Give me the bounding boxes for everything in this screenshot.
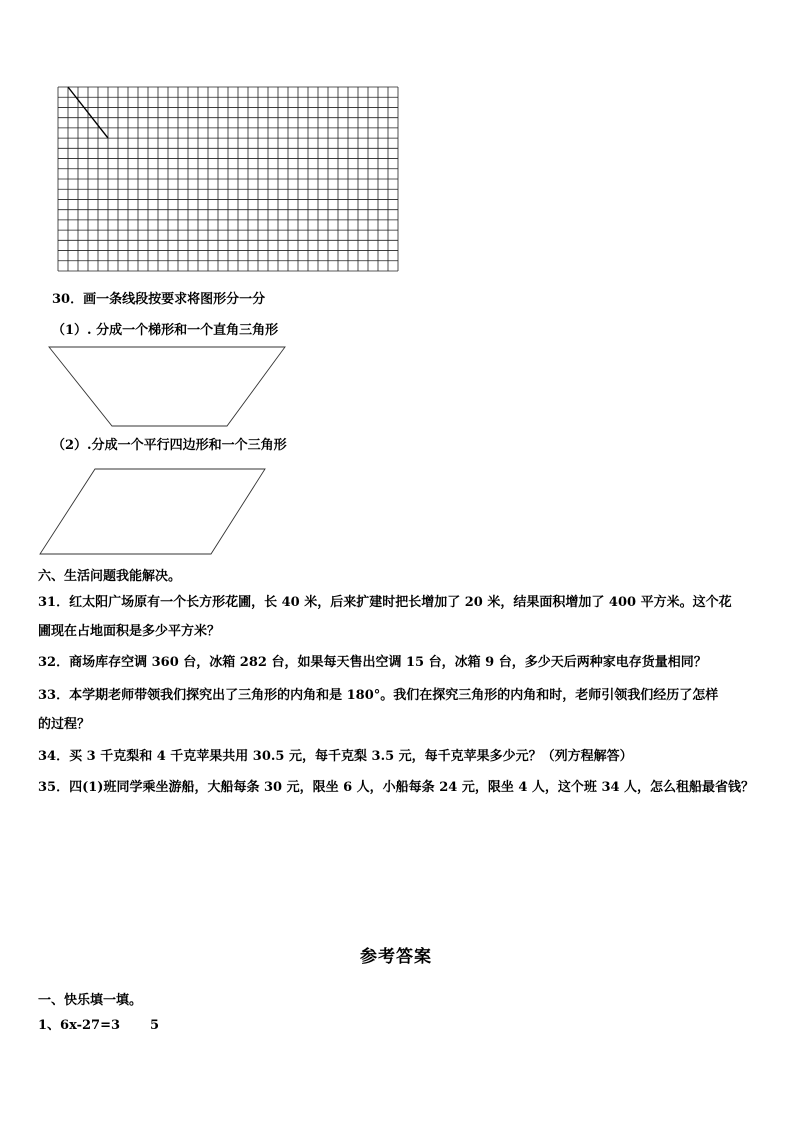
answer-1-label: 1、 [38, 1018, 61, 1033]
section6-title: 六、生活问题我能解决。 [38, 569, 182, 584]
q32: 32．商场库存空调 360 台，冰箱 282 台，如果每天售出空调 15 台，冰箱 9 台，多少天后两种家电存货量相同？ [38, 655, 707, 670]
q31-line2: 圃现在占地面积是多少平方米？ [38, 624, 221, 639]
answer-1-equation: 6x-27=3 [60, 1018, 121, 1033]
answer-1-result: 5 [150, 1018, 160, 1033]
q33-line1: 33．本学期老师带领我们探究出了三角形的内角和是 180°。我们在探究三角形的内角和时，老师引领我们经历了怎样 [38, 688, 719, 703]
q31-line1: 31．红太阳广场原有一个长方形花圃，长 40 米，后来扩建时把长增加了 20 米，结果面积增加了 400 平方米。这个花 [38, 595, 732, 610]
q35: 35．四(1)班同学乘坐游船，大船每条 30 元，限坐 6 人，小船每条 24 元，限坐 4 人，这个班 34 人，怎么租船最省钱？ [38, 780, 755, 795]
answers-section1: 一、快乐填一填。 [38, 993, 143, 1008]
q30-part1: （1）. 分成一个梯形和一个直角三角形 [52, 323, 279, 338]
answers-title: 参考答案 [360, 947, 432, 967]
q34: 34．买 3 千克梨和 4 千克苹果共用 30.5 元，每千克梨 3.5 元，每千克苹果多少元？（列方程解答） [38, 749, 633, 764]
q33-line2: 的过程？ [38, 717, 91, 732]
q30-title: 30．画一条线段按要求将图形分一分 [52, 292, 266, 307]
q30-part2: （2）.分成一个平行四边形和一个三角形 [52, 438, 287, 453]
answer-1 [38, 1017, 159, 1035]
